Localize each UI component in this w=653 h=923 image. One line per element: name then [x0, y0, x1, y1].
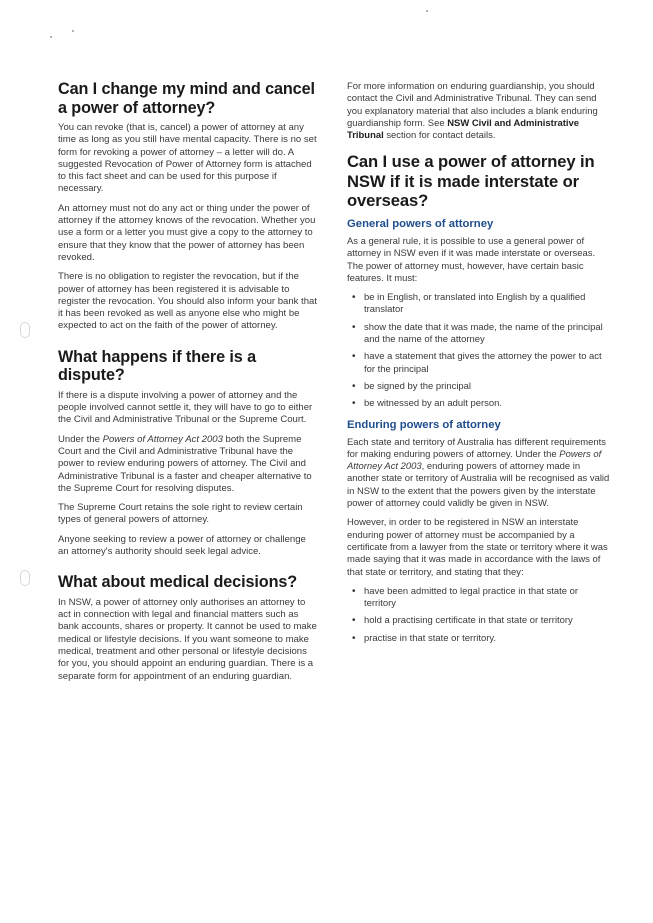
section-change-mind	[58, 80, 318, 333]
bullet-icon: •	[352, 380, 356, 392]
paragraph	[347, 81, 611, 142]
list-item	[347, 615, 611, 627]
bullet-icon: •	[352, 351, 356, 363]
list-item	[347, 322, 611, 347]
bullet-icon: •	[352, 292, 356, 304]
paragraph: You can revoke (that is, cancel) a power of attorney at any time as long as you still have mental capacity. There is no set form for revoking a power of attorney – a letter will do. A suggested Revocation of Power of Attorney form is attached to this fact sheet and can be used for this purpose if necessary.	[58, 122, 317, 195]
paragraph: However, in order to be registered in NSW an interstate enduring power of attorney must be accompanied by a certificate from a lawyer from the state or territory where it was made saying that it was made in accordance with the laws of that state or territory, and stating that they:	[347, 517, 608, 578]
paragraph: In NSW, a power of attorney only authorises an attorney to act in connection with legal and financial matters such as bank accounts, shares or property. It cannot be used to make medical or lifestyle decisions. If you want someone to make medical, treatment and other personal or lifestyle decisions for you, you should appoint an enduring guardian. There is a separate form for appointment of an enduring guardian.	[58, 596, 317, 682]
list-item-text: be witnessed by an adult person.	[364, 398, 502, 410]
subheading-general: General powers of attorney	[347, 217, 494, 230]
paragraph: An attorney must not do any act or thing under the power of attorney if the attorney knows of the revocation. Whether you use a form or a letter you must give a copy to the attorney to ensure that they know that the power of attorney has been revoked.	[58, 202, 316, 263]
bullet-list-enduring	[347, 586, 611, 645]
left-column	[58, 80, 318, 698]
scan-hole-mark	[20, 570, 30, 586]
list-item	[347, 381, 611, 393]
text-run: Under the	[58, 433, 103, 445]
bullet-icon: •	[352, 321, 356, 333]
section-guardianship-info	[347, 81, 611, 142]
bullet-list-general	[347, 292, 611, 410]
list-item	[347, 351, 611, 376]
text-run: both the Supreme Court and the Civil and Administrative Tribunal have the power to review enduring powers of attorney. The Civil and Administrative Tribunal is a faster and cheaper alternative to the Supreme Court for resolving disputes.	[58, 433, 312, 494]
paragraph	[347, 437, 611, 511]
scan-speck	[426, 10, 428, 12]
paragraph: The Supreme Court retains the sole right to review certain types of general powers of attorney.	[58, 502, 303, 526]
scan-hole-mark	[20, 322, 30, 338]
list-item	[347, 586, 611, 611]
bullet-icon: •	[352, 632, 356, 644]
paragraph: As a general rule, it is possible to use a general power of attorney in NSW even if it was made interstate or overseas. The power of attorney must, however, have certain basic features. It must:	[347, 235, 596, 284]
list-item-text: have been admitted to legal practice in that state or territory	[364, 585, 579, 610]
list-item-text: show the date that it was made, the name of the principal and the name of the attorney	[364, 321, 603, 346]
bullet-icon: •	[352, 398, 356, 410]
paragraph: Anyone seeking to review a power of attorney or challenge an attorney's authority should seek legal advice.	[58, 533, 306, 558]
list-item-text: be in English, or translated into English by a qualified translator	[364, 292, 586, 316]
list-item-text: be signed by the principal	[364, 380, 472, 392]
list-item-text: practise in that state or territory.	[364, 632, 496, 644]
section-medical	[58, 573, 318, 683]
list-item	[347, 398, 611, 410]
text-run: Each state and territory of Australia has different requirements for making enduring powers of attorney. Under the	[347, 436, 606, 460]
act-title: Powers of Attorney Act 2003	[102, 433, 223, 445]
scan-speck	[72, 30, 74, 32]
section-dispute	[58, 348, 318, 559]
bullet-icon: •	[352, 615, 356, 627]
right-column	[347, 81, 611, 660]
list-item	[347, 292, 611, 317]
list-item-text: have a statement that gives the attorney the power to act for the principal	[364, 351, 602, 375]
section-heading: Can I use a power of attorney in NSW if it is made interstate or overseas?	[347, 152, 595, 211]
text-run: , enduring powers of attorney made in another state or territory of Australia will be recognised as valid in NSW to the extent that the powers given by the interstate power of attorney could validly be given in NSW.	[347, 461, 610, 510]
section-heading: Can I change my mind and cancel a power of attorney?	[58, 80, 315, 117]
section-heading: What about medical decisions?	[58, 573, 298, 592]
text-run: For more information on enduring guardianship, you should contact the Civil and Administrative Tribunal. They can send you explanatory material that also includes a blank enduring guardianship form. See	[347, 81, 598, 129]
section-interstate	[347, 152, 611, 645]
scan-speck	[50, 36, 52, 38]
subheading-enduring: Enduring powers of attorney	[347, 418, 501, 431]
paragraph: There is no obligation to register the revocation, but if the power of attorney has been registered it is advisable to register the revocation. You should also inform your bank that it has been revoked as well as anyone else who might be expected to act on the faith of the power of attorney.	[58, 271, 317, 332]
act-title: Powers of Attorney Act 2003	[347, 448, 602, 473]
list-item-text: hold a practising certificate in that state or territory	[364, 615, 573, 627]
section-heading: What happens if there is a dispute?	[58, 347, 256, 385]
bullet-icon: •	[352, 585, 356, 597]
list-item	[347, 633, 611, 645]
section-reference: NSW Civil and Administrative Tribunal	[347, 117, 580, 142]
text-run: section for contact details.	[383, 130, 496, 142]
paragraph: If there is a dispute involving a power of attorney and the people involved cannot settle it, they will have to go to either the Civil and Administrative Tribunal or the Supreme Court.	[58, 389, 313, 426]
paragraph	[58, 434, 318, 495]
